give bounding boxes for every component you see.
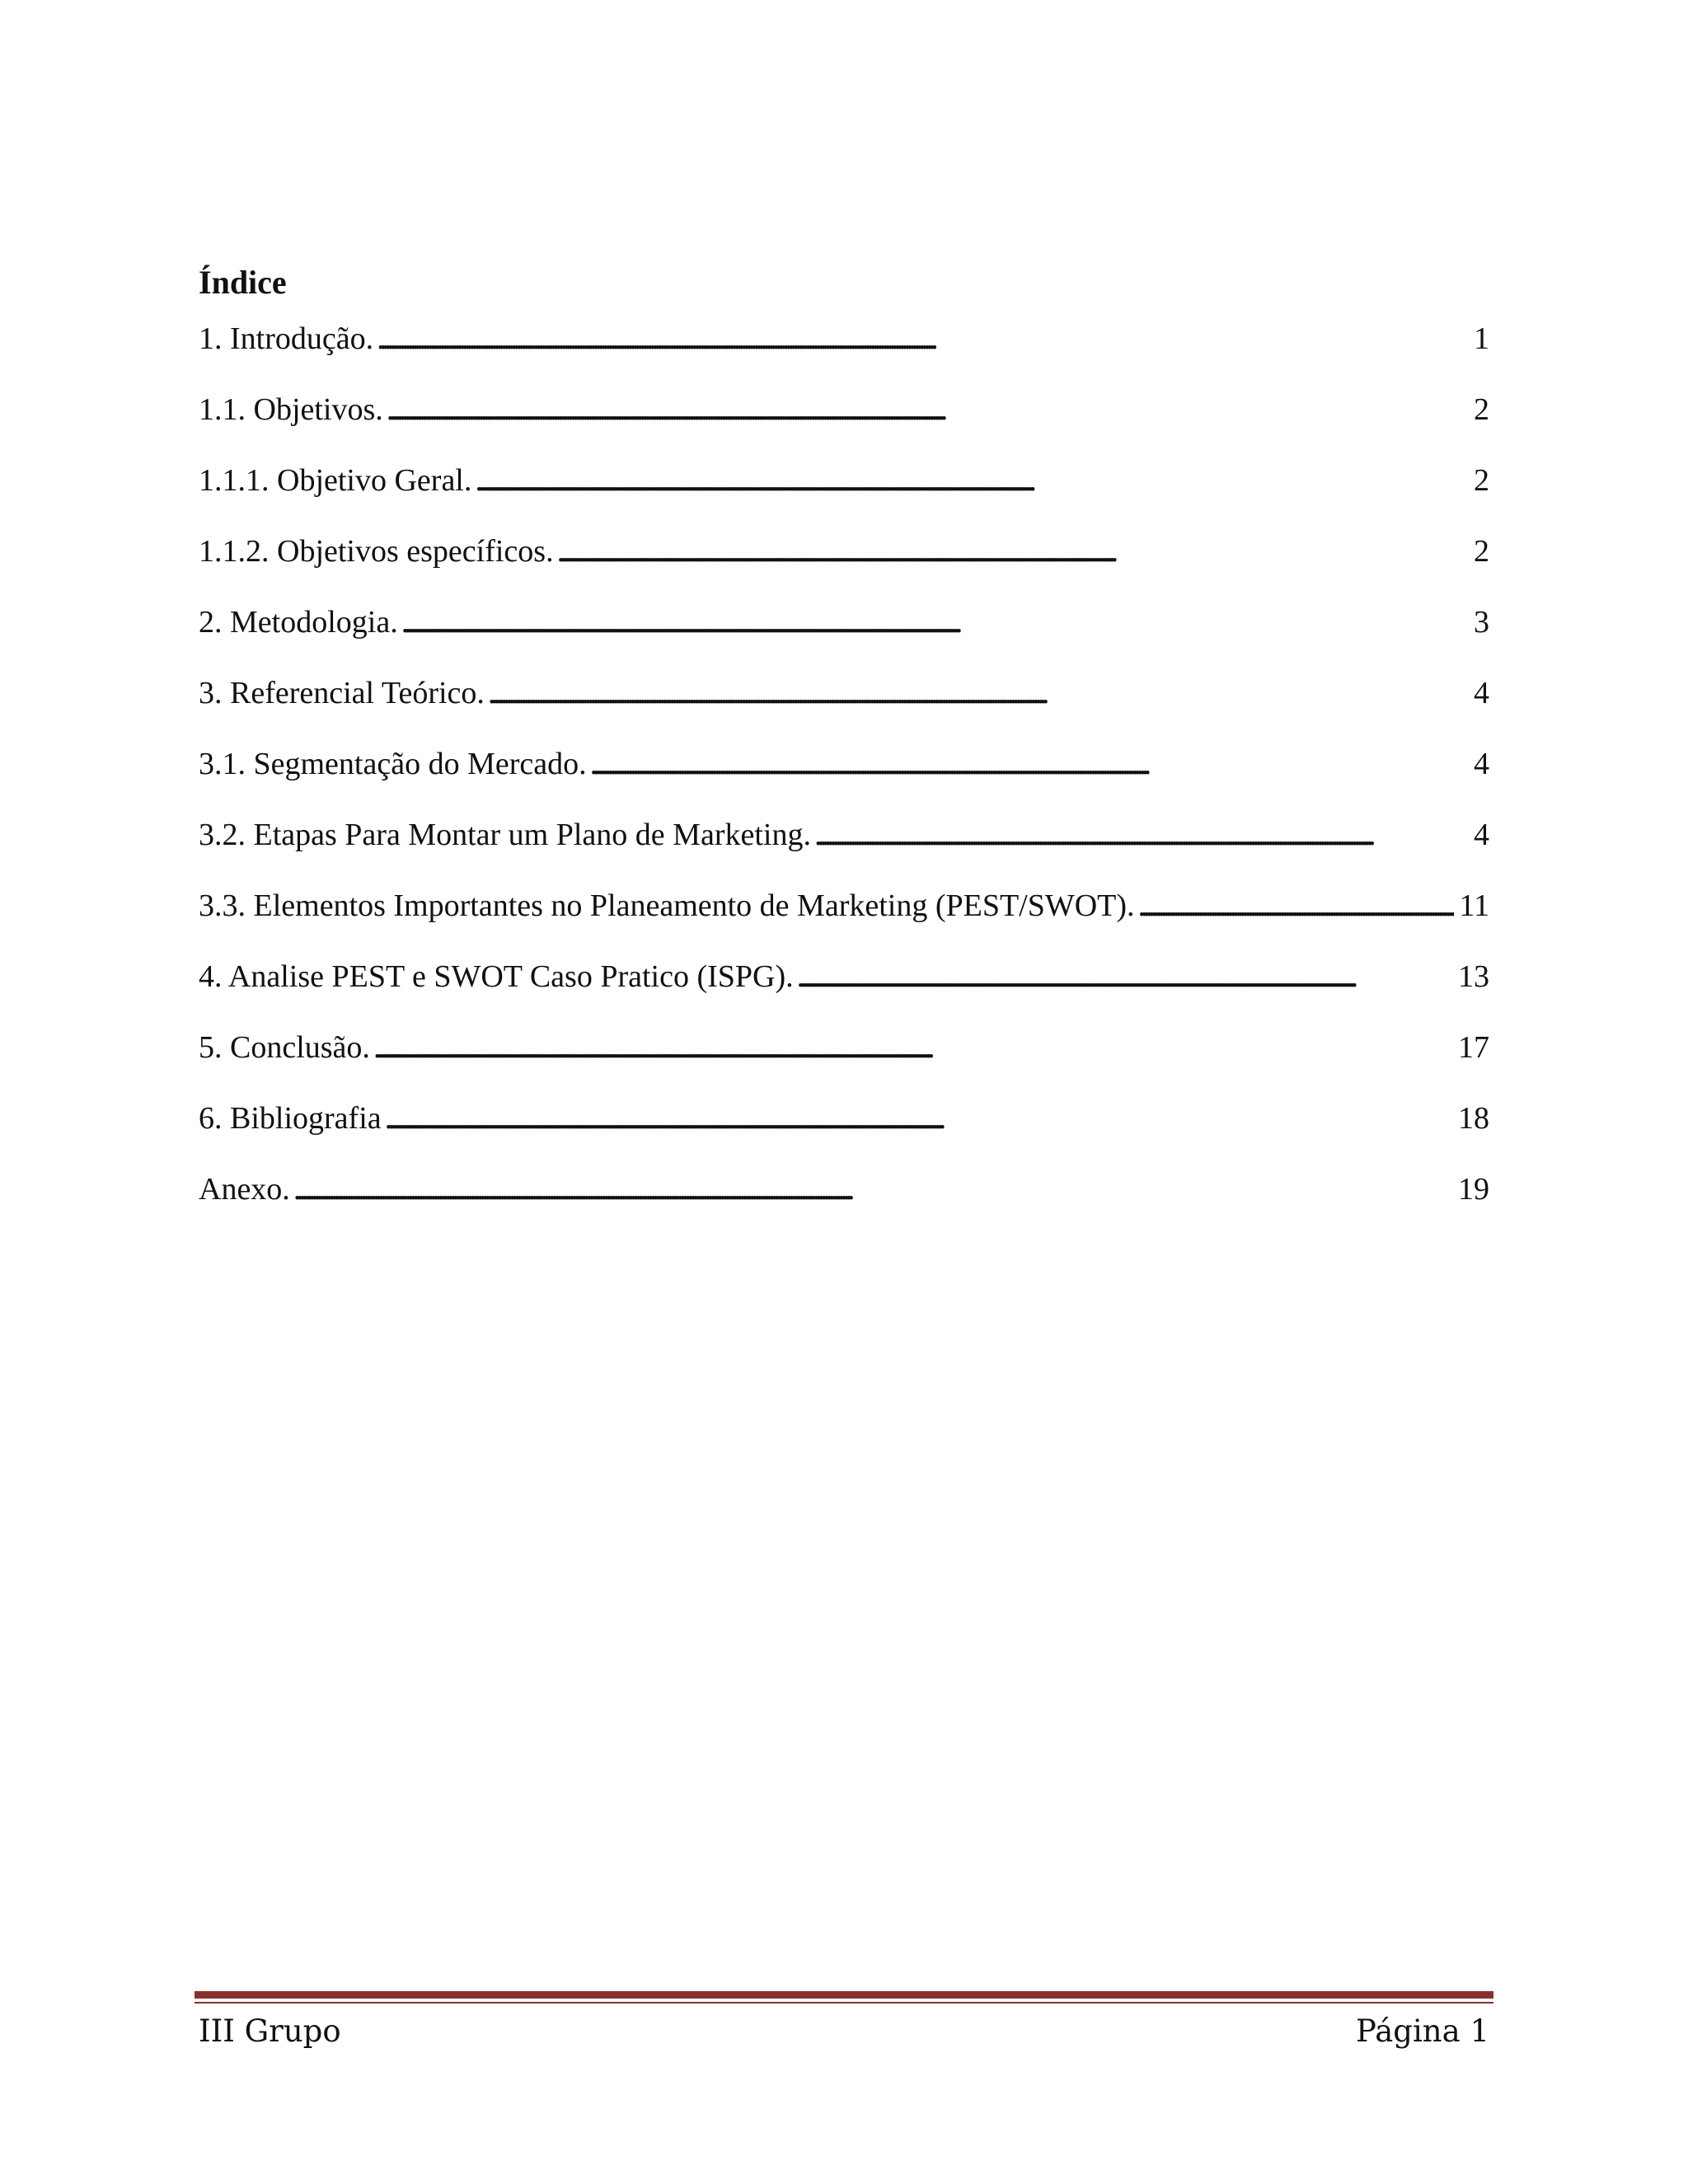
toc-entry-page: 17 (1458, 1030, 1489, 1065)
toc-entry-page: 19 (1458, 1172, 1489, 1207)
toc-entry-page: 4 (1474, 676, 1489, 710)
toc-entry-page: 11 (1459, 888, 1489, 923)
toc-entry-label: 3.2. Etapas Para Montar um Plano de Marketing. (199, 818, 811, 852)
toc-entry-page: 2 (1474, 534, 1489, 569)
toc-dot-leader (293, 1169, 1453, 1210)
toc-entry[interactable] (199, 389, 1489, 460)
toc-entry-label: Anexo. (199, 1172, 290, 1207)
toc-dot-leader (557, 531, 1469, 572)
toc-entry-page: 3 (1474, 605, 1489, 640)
toc-entry-page: 4 (1474, 818, 1489, 852)
toc-entry-label: 6. Bibliografia (199, 1101, 382, 1136)
toc-dot-leader (401, 602, 1469, 643)
toc-entry[interactable] (199, 743, 1489, 814)
toc-dot-leader (377, 318, 1469, 359)
toc-dot-leader (385, 1098, 1453, 1139)
toc-entry[interactable] (199, 602, 1489, 673)
toc-dot-leader (475, 460, 1469, 501)
toc-entry[interactable] (199, 814, 1489, 885)
toc-dot-leader (488, 673, 1469, 714)
toc-entry[interactable] (199, 885, 1489, 956)
toc-entry-label: 1. Introdução. (199, 321, 374, 356)
toc-entry-label: 1.1. Objetivos. (199, 392, 383, 427)
toc-entry-label: 5. Conclusão. (199, 1030, 370, 1065)
toc-entry-label: 2. Metodologia. (199, 605, 398, 640)
footer-divider-thin (195, 2002, 1493, 2004)
toc-entry[interactable] (199, 460, 1489, 531)
toc-entry-label: 4. Analise PEST e SWOT Caso Pratico (ISPG). (199, 959, 794, 994)
toc-dot-leader (373, 1027, 1453, 1068)
toc-entry[interactable] (199, 1098, 1489, 1169)
toc-entry-page: 1 (1474, 321, 1489, 356)
toc-entry-page: 13 (1458, 959, 1489, 994)
toc-dot-leader (590, 743, 1469, 785)
toc-dot-leader (797, 956, 1453, 997)
toc-entry-label: 3.1. Segmentação do Mercado. (199, 747, 587, 781)
toc-entry-page: 4 (1474, 747, 1489, 781)
toc-dot-leader (387, 389, 1469, 430)
toc-entry-page: 18 (1458, 1101, 1489, 1136)
toc-entry-page: 2 (1474, 463, 1489, 498)
page-footer (199, 2008, 1489, 2054)
toc-entry[interactable] (199, 531, 1489, 602)
toc-entry-label: 3.3. Elementos Importantes no Planeamento de Marketing (PEST/SWOT). (199, 888, 1135, 923)
toc-heading: Índice (199, 264, 287, 301)
toc-entry[interactable] (199, 673, 1489, 743)
toc-list (199, 318, 1489, 1240)
footer-page-number: Página 1 (1355, 2013, 1489, 2049)
footer-divider (195, 1991, 1493, 1999)
toc-entry-label: 1.1.1. Objetivo Geral. (199, 463, 472, 498)
toc-dot-leader (1138, 885, 1455, 926)
toc-entry-page: 2 (1474, 392, 1489, 427)
toc-entry-label: 3. Referencial Teórico. (199, 676, 485, 710)
toc-entry-label: 1.1.2. Objetivos específicos. (199, 534, 554, 569)
toc-entry[interactable] (199, 318, 1489, 389)
footer-group-label: III Grupo (199, 2013, 341, 2049)
toc-entry[interactable] (199, 956, 1489, 1027)
toc-dot-leader (814, 814, 1469, 855)
table-of-contents (199, 262, 1489, 1240)
toc-entry[interactable] (199, 1027, 1489, 1098)
toc-entry[interactable] (199, 1169, 1489, 1240)
